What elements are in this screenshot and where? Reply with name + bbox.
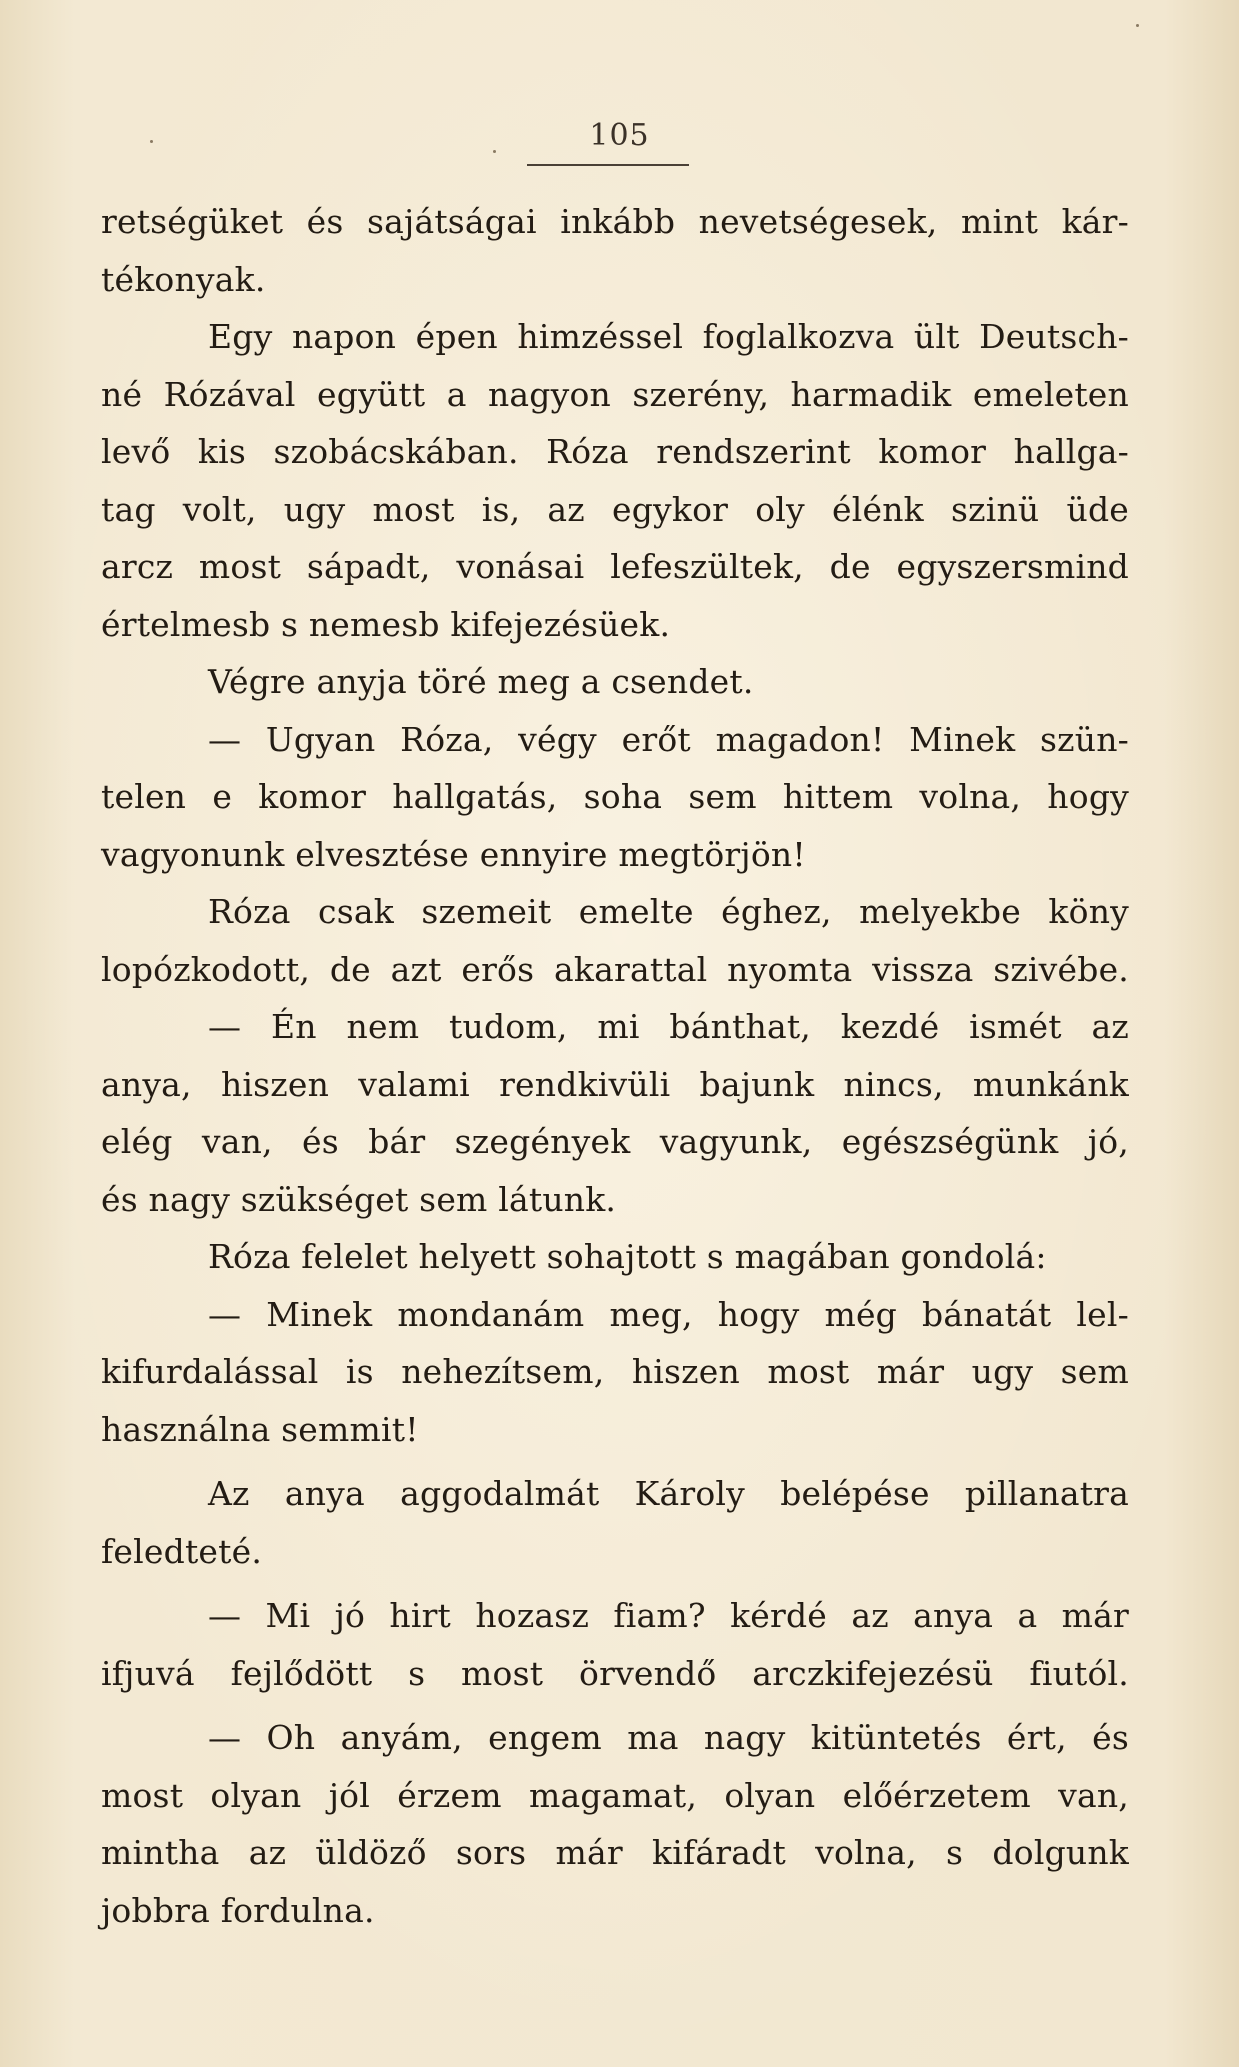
text-line: Végre anyja töré meg a csendet. bbox=[208, 662, 754, 701]
text-line: vagyonunk elvesztése ennyire megtörjön! bbox=[101, 834, 806, 874]
text-line: mintha az üldöző sors már kifáradt volna, s dolgunk bbox=[101, 1833, 1129, 1872]
text-line: lopózkodott, de azt erős akarattal nyomta vissza szivébe. bbox=[101, 949, 1129, 989]
text-line: feledteté. bbox=[101, 1531, 263, 1571]
text-line: értelmesb s nemesb kifejezésüek. bbox=[101, 604, 671, 644]
page-number: 105 bbox=[589, 118, 650, 153]
text-line: ifjuvá fejlődött s most örvendő arczkifejezésü fiutól. bbox=[101, 1653, 1129, 1693]
text-line: és nagy szükséget sem látunk. bbox=[101, 1179, 617, 1219]
text-line: jobbra fordulna. bbox=[101, 1890, 375, 1930]
text-line: — Ugyan Róza, végy erőt magadon! Minek szün- bbox=[208, 719, 1129, 759]
body-text bbox=[101, 193, 1129, 1939]
text-line: anya, hiszen valami rendkivüli bajunk nincs, munkánk bbox=[101, 1064, 1129, 1104]
text-line: — Minek mondanám meg, hogy még bánatát lel- bbox=[208, 1294, 1129, 1334]
paragraph-gap bbox=[101, 1580, 1129, 1587]
text-line: Egy napon épen himzéssel foglalkozva ült Deutsch- bbox=[208, 317, 1129, 356]
text-line: telen e komor hallgatás, soha sem hittem volna, hogy bbox=[101, 777, 1129, 816]
text-line: né Rózával együtt a nagyon szerény, harmadik emeleten bbox=[101, 374, 1129, 414]
text-line: — Mi jó hirt hozasz fiam? kérdé az anya a már bbox=[208, 1596, 1129, 1635]
text-line: tag volt, ugy most is, az egykor oly élénk szinü üde bbox=[101, 489, 1129, 529]
text-line: Róza felelet helyett sohajtott s magában gondolá: bbox=[208, 1237, 1047, 1276]
paper-speck bbox=[1136, 24, 1139, 27]
text-line: retségüket és sajátságai inkább nevetségesek, mint kár- bbox=[101, 202, 1129, 241]
text-line: Róza csak szemeit emelte éghez, melyekbe köny bbox=[208, 892, 1129, 931]
text-line: arcz most sápadt, vonásai lefeszültek, de egyszersmind bbox=[101, 547, 1129, 586]
text-line: használna semmit! bbox=[101, 1409, 419, 1449]
paper-speck bbox=[150, 140, 153, 143]
text-line: tékonyak. bbox=[101, 259, 266, 299]
text-line: Az anya aggodalmát Károly belépése pillanatra bbox=[208, 1474, 1129, 1513]
text-line: elég van, és bár szegények vagyunk, egészségünk jó, bbox=[101, 1122, 1129, 1161]
paragraph-gap bbox=[101, 1702, 1129, 1709]
text-line: kifurdalással is nehezítsem, hiszen most már ugy sem bbox=[101, 1352, 1129, 1391]
text-line: most olyan jól érzem magamat, olyan előérzetem van, bbox=[101, 1775, 1129, 1815]
paragraph-gap bbox=[101, 1458, 1129, 1465]
text-line: — Én nem tudom, mi bánthat, kezdé ismét az bbox=[208, 1007, 1129, 1046]
header-rule bbox=[527, 164, 689, 166]
paper-speck bbox=[493, 150, 496, 153]
text-line: — Oh anyám, engem ma nagy kitüntetés ért, és bbox=[208, 1718, 1129, 1757]
text-line: levő kis szobácskában. Róza rendszerint komor hallga- bbox=[101, 432, 1129, 471]
